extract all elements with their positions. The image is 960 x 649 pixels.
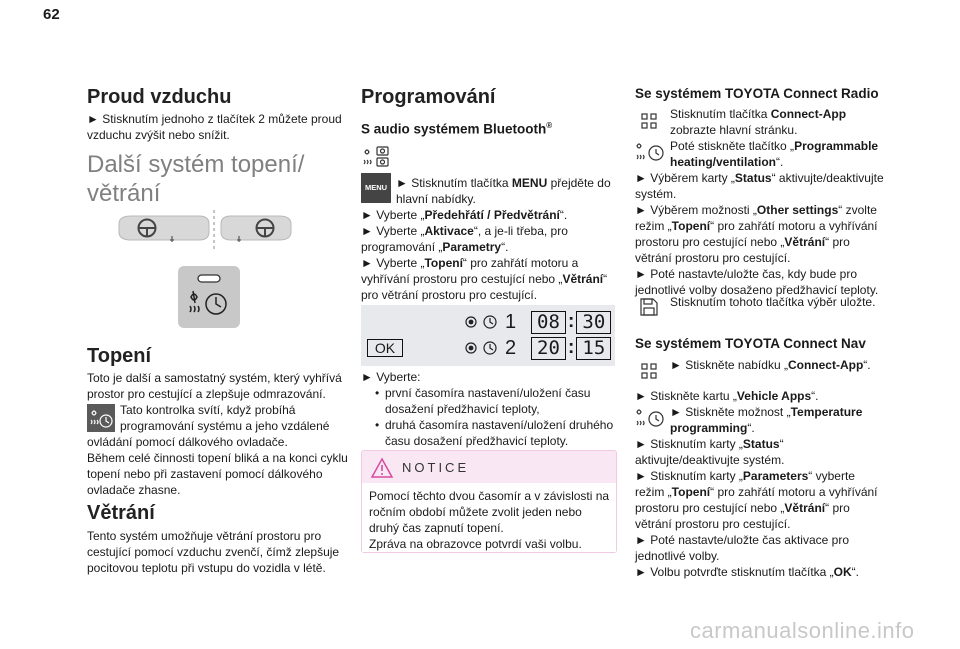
radio-step-6: Stisknutím tohoto tlačítka výběr uložte. [670, 295, 876, 309]
record-clock-icon-2 [465, 339, 501, 357]
timer-row-2 [465, 337, 611, 359]
radio-step-4: ► Výběrem možnosti „Other settings“ zvolte režim „Topení“ pro zahřátí motoru a vyhřívání prostoru pro cestující nebo „Větrání“ pro větrání prostoru pro cestující. [635, 202, 885, 266]
heading-ventilation: Větrání [87, 502, 155, 524]
heating-programming-icon [635, 406, 665, 430]
nav-step-3: ► Stiskněte možnost „Temperature programming“. [670, 404, 890, 436]
notice-text-1: Pomocí těchto dvou časomír a v závislosti na ročním období můžete zvolit jeden nebo druhý čas zapnutí topení. [369, 489, 610, 535]
heating-text-3: ovládání pomocí dálkového ovladače. [87, 435, 288, 449]
left-dashboard-icon [119, 216, 209, 242]
ok-button: OK [367, 339, 403, 357]
time-separator: : [568, 337, 575, 358]
vehicle-layout-diagram [117, 210, 293, 250]
bt-step-1: ► Stisknutím tlačítka MENU přejděte do hlavní nabídky. [396, 176, 611, 206]
nav-step-5: ► Stisknutím karty „Parameters“ vyberte režim „Topení“ pro zahřátí motoru a vyhřívání prostoru pro cestující nebo „Větrání“ pro větrání prostoru pro cestující. [635, 468, 885, 532]
notice-title: NOTICE [402, 460, 470, 475]
timer-row-1 [465, 311, 611, 333]
bt-step-3: ► Vyberte „Aktivace“, a je-li třeba, pro programování „Parametry“. [361, 223, 616, 255]
timer-1-minute: 30 [576, 311, 611, 334]
save-icon [640, 298, 658, 316]
nav-step-2: ► Stiskněte kartu „Vehicle Apps“. [635, 388, 885, 404]
list-item: • první časomíra nastavení/uložení času dosažení předžhavicí teploty, [385, 385, 630, 417]
heating-text-4: Během celé činnosti topení bliká a na konci cyklu topení nebo při zastavení pomocí dálkového ovladače zhasne. [87, 451, 348, 497]
radio-step-2: Poté stiskněte tlačítko „Programmable heating/ventilation“. [670, 139, 879, 169]
radio-step-5: ► Poté nastavte/uložte čas, kdy bude pro jednotlivé volby dosaženo předžhavicí teploty. [635, 266, 885, 298]
heading-connect-nav: Se systémem TOYOTA Connect Nav [635, 336, 866, 351]
time-separator: : [568, 311, 575, 332]
heating-indicator-icon [87, 404, 115, 432]
bt-step-4: ► Vyberte „Topení“ pro zahřátí motoru a vyhřívání prostoru pro cestující nebo „Větrání“ pro větrání prostoru pro cestující. [361, 255, 616, 303]
nav-step-1: ► Stiskněte nabídku „Connect-App“. [670, 357, 890, 373]
registered-mark: ® [546, 121, 553, 130]
air-flow-text: ► Stisknutím jednoho z tlačítek 2 můžete proud vzduchu zvýšit nebo snížit. [87, 111, 349, 143]
select-list [369, 385, 630, 449]
right-dashboard-icon [221, 216, 291, 242]
notice-text-2: Zpráva na obrazovce potvrdí vaši volbu. [369, 537, 582, 551]
nav-step-6: ► Poté nastavte/uložte čas aktivace pro jednotlivé volby. [635, 532, 885, 564]
ventilation-text: Tento systém umožňuje větrání prostoru pro cestující pomocí vzduchu zvenčí, čímž zlepšuje pocitovou teplotu při vstupu do vozidla v létě. [87, 529, 340, 575]
bluetooth-heading-text: S audio systémem Bluetooth [361, 121, 547, 137]
apps-grid-icon [641, 113, 657, 129]
heading-air-flow: Proud vzduchu [87, 86, 232, 108]
notice-box [361, 450, 617, 553]
nav-step-7: ► Volbu potvrďte stisknutím tlačítka „OK“. [635, 564, 885, 580]
heating-text-1: Toto je další a samostatný systém, který vyhřívá prostor pro cestující a zlepšuje odmrazování. [87, 371, 342, 401]
heating-text-2: Tato kontrolka svítí, když probíhá programování systému a jeho vzdálené [120, 403, 330, 433]
timer-1-hour: 08 [531, 311, 566, 334]
heater-control-icon [178, 266, 240, 328]
heating-programming-icon [635, 140, 665, 164]
timer-2-minute: 15 [576, 337, 611, 360]
nav-step-4: ► Stisknutím karty „Status“ aktivujte/deaktivujte systém. [635, 436, 885, 468]
watermark: carmanualsonline.info [690, 618, 915, 643]
warning-icon [370, 457, 394, 479]
record-clock-icon-1 [465, 313, 501, 331]
heading-bluetooth [361, 121, 552, 137]
radio-step-1: Stisknutím tlačítka Connect-App zobrazte hlavní stránku. [670, 107, 847, 137]
bt-step-2: ► Vyberte „Předehřátí / Předvětrání“. [361, 207, 616, 223]
timer-display [361, 305, 615, 366]
heading-connect-radio: Se systémem TOYOTA Connect Radio [635, 86, 879, 101]
select-label: ► Vyberte: [361, 369, 616, 385]
heading-other-heating: Další systém topení/ větrání [87, 151, 305, 207]
menu-icon: MENU [361, 173, 391, 203]
apps-grid-icon [641, 363, 657, 379]
page-number: 62 [43, 6, 60, 23]
timer-2-number: 2 [505, 336, 517, 359]
timer-2-hour: 20 [531, 337, 566, 360]
bluetooth-audio-icon [363, 146, 391, 170]
list-item: • druhá časomíra nastavení/uložení druhého času dosažení předžhavicí teploty. [385, 417, 630, 449]
timer-1-number: 1 [505, 310, 517, 333]
heading-heating: Topení [87, 345, 152, 367]
radio-step-3: ► Výběrem karty „Status“ aktivujte/deaktivujte systém. [635, 170, 885, 202]
heading-programming: Programování [361, 86, 496, 108]
